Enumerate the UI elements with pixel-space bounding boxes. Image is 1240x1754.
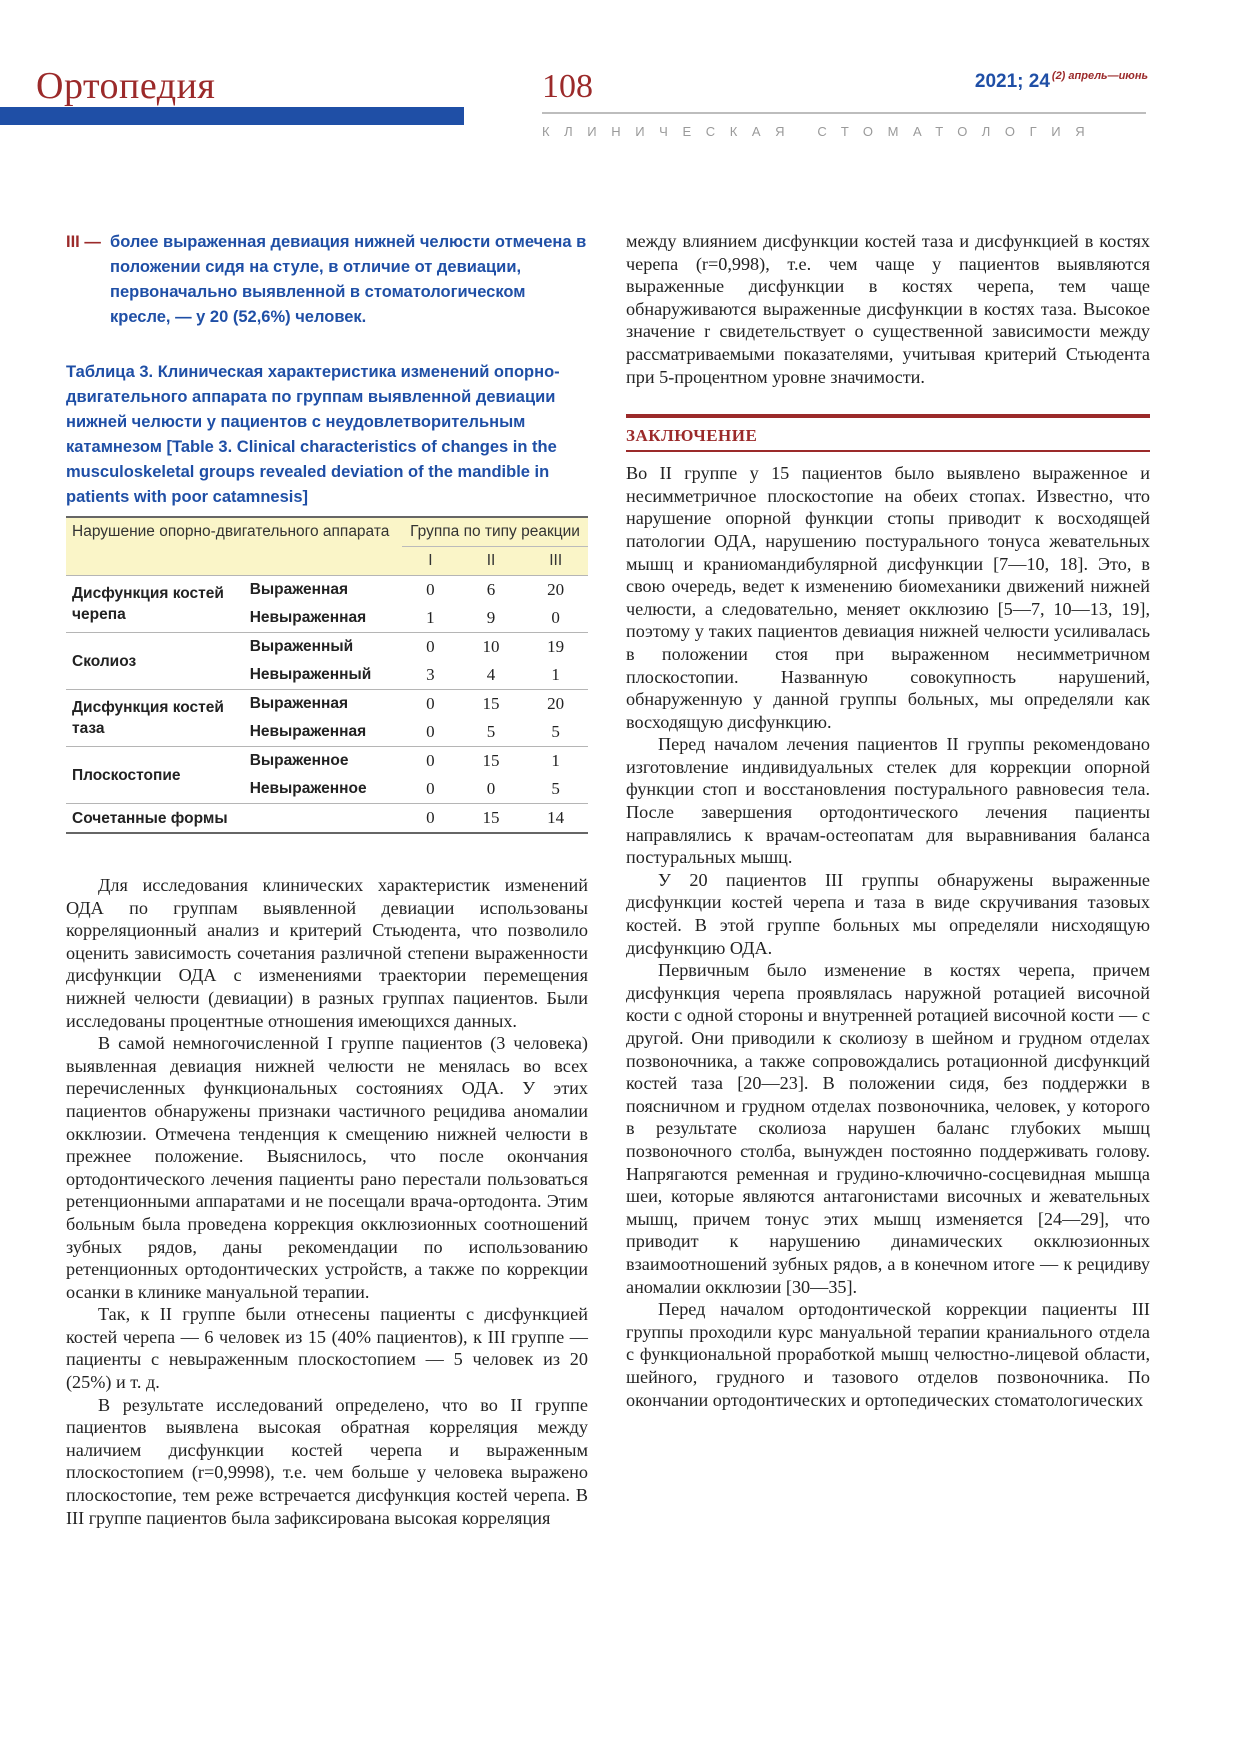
table-row [66, 633, 588, 662]
issue-year-volume: 2021; 24 [974, 71, 1050, 92]
cell-value: 0 [426, 722, 435, 741]
table-header-disorder: Нарушение опорно-двигательного аппарата [66, 517, 402, 576]
cell-value: 0 [426, 779, 435, 798]
paragraph: В самой немногочисленной I группе пациентов (3 человека) выявленная девиация нижней челюсти не менялась во всех перечисленных функциональных состояниях ОДА. У этих пациентов обнаружены признаки частичного рецидива аномалии окклюзии. Отмечена тенденция к смещению нижней челюсти в прежнее положение. Выяснилось, что после окончания ортодонтического лечения пациенты рано перестали пользоваться ретенционными аппаратами и не посещали врача-ортодонта. Этим больным была проведена коррекция окклюзионных соотношений зубных рядов, даны рекомендации по использованию ретенционных ортодонтических устройств, а также по коррекции осанки в клинике мануальной терапии. [66, 1033, 588, 1302]
cell-value: 15 [459, 747, 524, 776]
cell-value: 4 [486, 665, 496, 684]
cell-value: 10 [459, 633, 524, 662]
row-severity: Невыраженная [249, 609, 367, 626]
paragraph: Для исследования клинических характеристик изменений ОДА по группам выявленной девиации использованы корреляционный анализ и критерий Стьюдента, что позволило оценить зависимость сочетания различной степени выраженности дисфункции ОДА с изменениями траектории перемещения нижней челюсти (девиации) в разных группах пациентов. Были исследованы процентные отношения имеющихся данных. [66, 875, 588, 1031]
header-rule [542, 112, 1146, 114]
cell-value: 3 [426, 665, 435, 684]
highlight-text: более выраженная девиация нижней челюсти отмечена в положении сидя на стуле, в отличие от девиации, первоначально выявленной в стоматологическом кресле, — у 20 (52,6%) человек. [110, 233, 587, 326]
row-category: Дисфункция костей черепа [66, 576, 246, 633]
table-row [66, 576, 588, 605]
issue-info [975, 70, 1148, 93]
left-body-text [66, 874, 588, 1529]
page-header [0, 0, 1240, 160]
row-severity: Невыраженный [249, 666, 372, 683]
cell-value: 6 [459, 576, 524, 605]
row-category: Дисфункция костей таза [66, 690, 246, 747]
cell-value: 14 [523, 804, 588, 834]
cell-value: 0 [402, 747, 459, 776]
row-severity: Выраженная [246, 690, 402, 719]
cell-value: 1 [523, 747, 588, 776]
issue-months: (2) апрель—июнь [1051, 70, 1148, 82]
table-caption: Таблица 3. Клиническая характеристика изменений опорно-двигательного аппарата по группам выявленной девиации нижней челюсти у пациентов с неудовлетворительным катамнезом [Table 3. Clinical characteristics of changes in the musculoskeletal groups revealed deviation of the mandible in patients with poor catamnesis] [66, 363, 560, 506]
table-header-row [66, 517, 588, 547]
right-top-text [626, 230, 1150, 388]
table-row [66, 747, 588, 776]
cell-value: 0 [551, 608, 560, 627]
paragraph: Перед началом ортодонтической коррекции пациенты III группы проходили курс мануальной терапии краниального отдела с функциональной проработкой мышц челюстно-лицевой области, шейного, грудного и тазового отделов позвоночника. По окончании ортодонтических и ортопедических стоматологических [626, 1299, 1150, 1410]
cell-value: 5 [486, 722, 496, 741]
row-severity: Невыраженная [249, 723, 367, 740]
cell-value: 20 [523, 576, 588, 605]
row-category: Сколиоз [66, 633, 246, 690]
paragraph: между влиянием дисфункции костей таза и дисфункцией в костях черепа (r=0,998), т.е. чем чаще у пациентов выявляются выраженные дисфункции в костях черепа, тем чаще обнаруживаются выраженные дисфункции в костях таза. Высокое значение r свидетельствует о существенной зависимости между рассматриваемыми показателями, учитывая критерий Стьюдента при 5-процентном уровне значимости. [626, 231, 1150, 387]
paragraph: Так, к II группе были отнесены пациенты с дисфункцией костей черепа — 6 человек из 15 (40% пациентов), к III группе — пациенты с невыраженным плоскостопием — 5 человек из 20 (25%) и т. д. [66, 1304, 588, 1393]
row-severity: Выраженный [246, 633, 402, 662]
section-divider [626, 414, 1150, 418]
cell-value: 0 [402, 804, 459, 834]
data-table [66, 516, 588, 834]
header-accent-bar [0, 107, 464, 125]
row-severity: Выраженная [246, 576, 402, 605]
paragraph: У 20 пациентов III группы обнаружены выраженные дисфункции костей черепа и таза в виде скручивания тазовых костей. В этой группе больных мы определяли нисходящую дисфункцию ОДА. [626, 869, 1150, 958]
cell-value: 19 [523, 633, 588, 662]
paragraph: Во II группе у 15 пациентов было выявлено выраженное и несимметричное плоскостопие на обеих стопах. Известно, что нарушение опорной функции стопы приводит к восходящей патологии ОДА, нарушению постурального тонуса жевательных мышц и краниомандибулярной дисфункции [7—10, 18]. Это, в свою очередь, ведет к изменению биомеханики движений нижней челюсти, а следовательно, меняет окклюзию [5—7, 10—13, 19], поэтому у таких пациентов девиация нижней челюсти усиливалась в положении стоя при выраженном несимметричном плоскостопии. Названную совокупность нарушений, обнаруженную у данной группы больных, мы определяли как восходящую дисфункцию. [626, 463, 1150, 732]
cell-value: 1 [551, 665, 560, 684]
table-header-group-3: III [523, 547, 588, 576]
left-column [66, 230, 588, 1529]
cell-value: 0 [402, 576, 459, 605]
section-name: Ортопедия [36, 65, 216, 107]
cell-value: 15 [459, 804, 524, 834]
row-severity: Выраженное [246, 747, 402, 776]
cell-value: 5 [551, 722, 560, 741]
cell-value: 5 [551, 779, 560, 798]
row-category: Сочетанные формы [66, 804, 402, 834]
row-severity: Невыраженное [249, 780, 367, 797]
cell-value: 0 [402, 633, 459, 662]
table-header-group-2: II [459, 547, 524, 576]
cell-value: 0 [402, 690, 459, 719]
section-title: ЗАКЛЮЧЕНИЕ [626, 426, 758, 446]
table-header-group-1: I [402, 547, 459, 576]
conclusion-text [626, 462, 1150, 1411]
table-row [66, 690, 588, 719]
highlight-marker: III — [66, 233, 101, 251]
table-row [66, 804, 588, 834]
section-underline [626, 450, 1150, 452]
cell-value: 1 [426, 608, 435, 627]
journal-name: КЛИНИЧЕСКАЯ СТОМАТОЛОГИЯ [542, 124, 1100, 139]
row-category: Плоскостопие [66, 747, 246, 804]
cell-value: 15 [459, 690, 524, 719]
table-header-group: Группа по типу реакции [402, 517, 588, 547]
paragraph: Перед началом лечения пациентов II группы рекомендовано изготовление индивидуальных стелек для коррекции опорной функции стоп и восстановления постурального равновесия тела. После завершения ортодонтического лечения пациенты направлялись к врачам-остеопатам для выравнивания баланса постуральных мышц. [626, 734, 1150, 868]
page-number: 108 [542, 68, 593, 105]
cell-value: 9 [486, 608, 496, 627]
cell-value: 0 [486, 779, 496, 798]
paragraph: В результате исследований определено, что во II группе пациентов выявлена высокая обратная корреляция между наличием дисфункции костей черепа и выраженным плоскостопием (r=0,9998), т.е. чем больше у человека выражено плоскостопие, тем реже встречается дисфункция костей черепа. В III группе пациентов была зафиксирована высокая корреляция [66, 1394, 588, 1528]
cell-value: 20 [523, 690, 588, 719]
highlight-item [66, 230, 588, 330]
paragraph: Первичным было изменение в костях черепа, причем дисфункция черепа проявлялась наружной ротацией височной кости с одной стороны и внутренней ротацией височной кости — с другой. Они приводили к сколиозу в шейном и грудном отделах позвоночника, а также сопровождались ротационной дисфункций костей таза [20—23]. В положении сидя, без поддержки в поясничном и грудном отделах позвоночника, человек, у которого в результате сколиоза нарушен баланс глубоких мышц позвоночного столба, вынужден постоянно поддерживать голову. Напрягаются ременная и грудино-ключично-сосцевидная мышца шеи, которые являются антагонистами височных и жевательных мышц, причем тонус этих мышц изменяется [24—29], что приводит к нарушению динамических окклюзионных взаимоотношений зубных рядов, а в конечном итоге — к рецидиву аномалии окклюзии [30—35]. [626, 960, 1150, 1297]
right-column [626, 230, 1150, 1411]
